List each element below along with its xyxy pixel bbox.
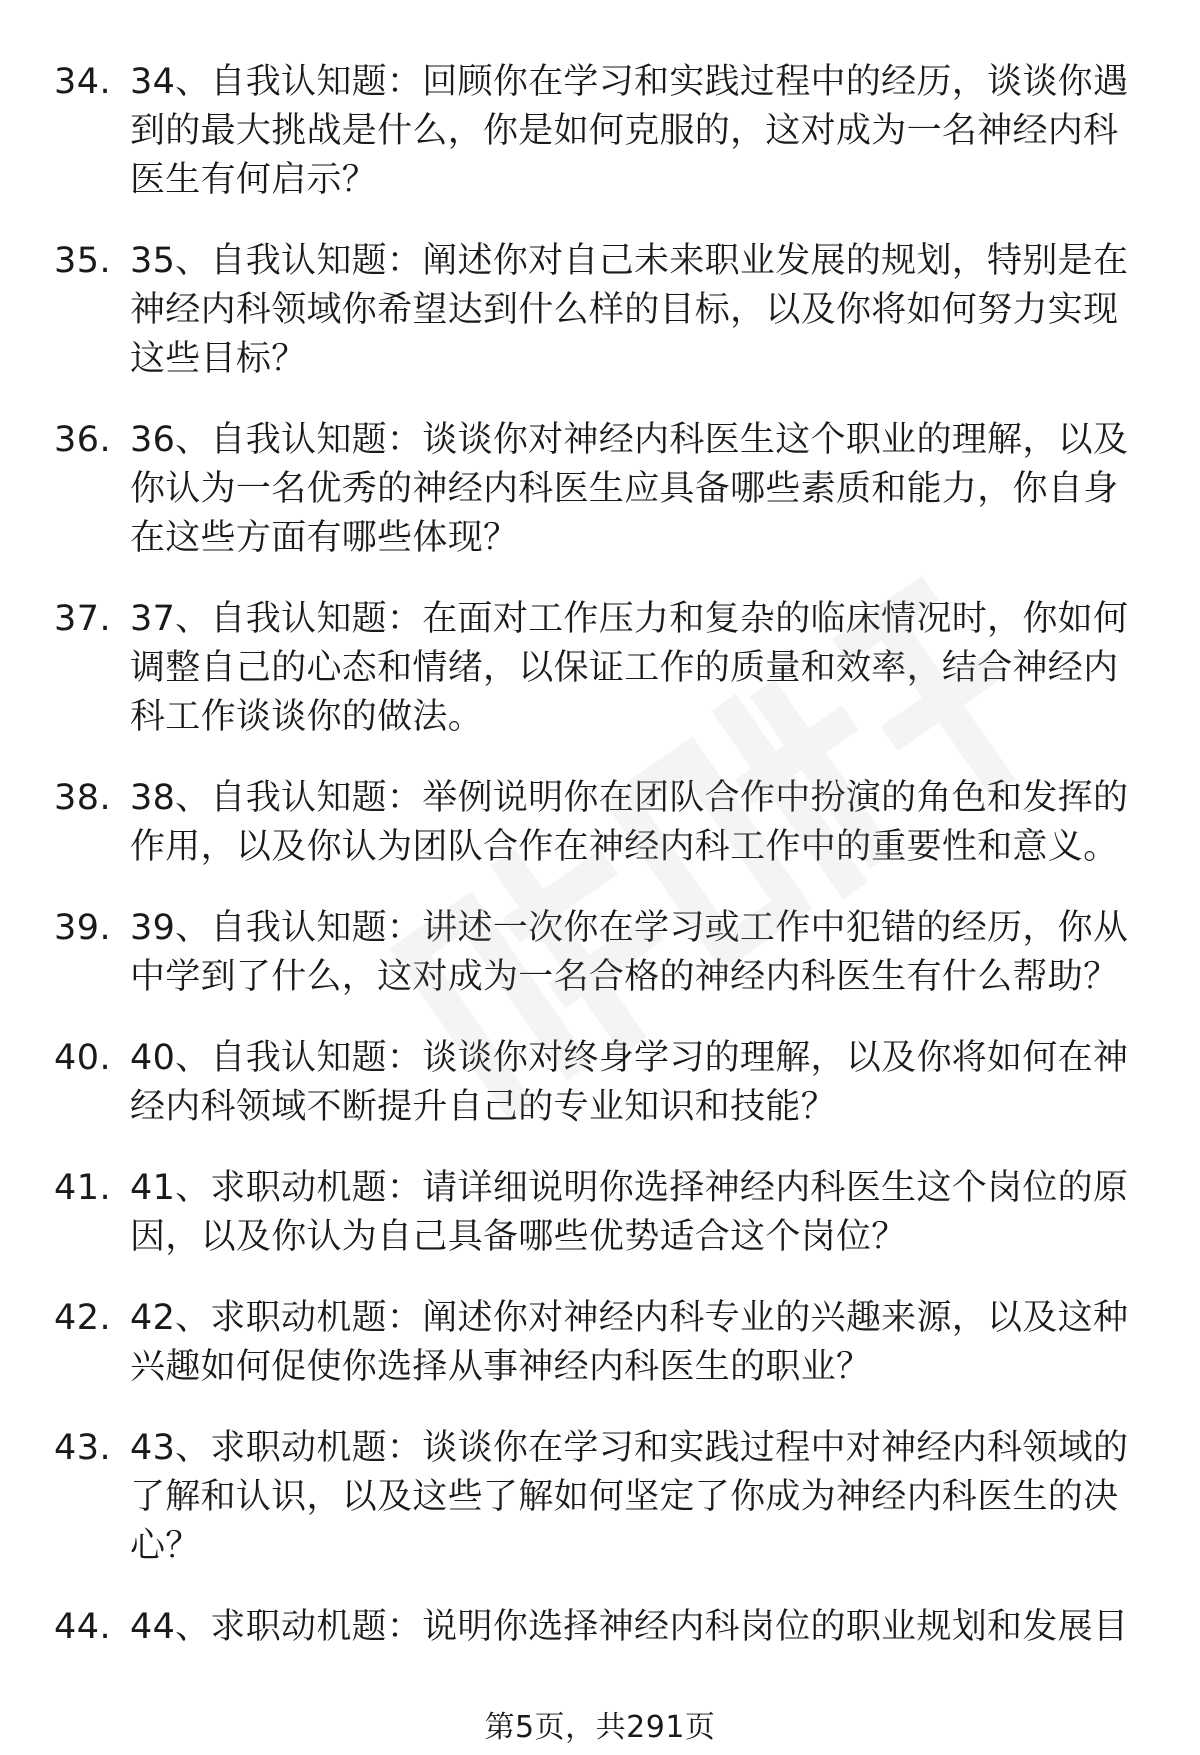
question-list [54, 58, 1142, 1652]
question-number: 38. [54, 778, 112, 818]
question-number: 41. [54, 1168, 112, 1208]
list-item [54, 774, 1142, 872]
question-text: 43、求职动机题：谈谈你在学习和实践过程中对神经内科领域的了解和认识，以及这些了解如何坚定了你成为神经内科医生的决心？ [130, 1428, 1129, 1566]
question-number: 43. [54, 1428, 112, 1468]
list-item [54, 595, 1142, 742]
list-item [54, 904, 1142, 1002]
list-item [54, 1424, 1142, 1571]
question-number: 34. [54, 62, 112, 102]
question-text: 42、求职动机题：阐述你对神经内科专业的兴趣来源，以及这种兴趣如何促使你选择从事神经内科医生的职业？ [130, 1298, 1129, 1387]
question-text: 40、自我认知题：谈谈你对终身学习的理解，以及你将如何在神经内科领域不断提升自己的专业知识和技能？ [130, 1038, 1129, 1127]
question-text: 34、自我认知题：回顾你在学习和实践过程中的经历，谈谈你遇到的最大挑战是什么，你是如何克服的，这对成为一名神经内科医生有何启示？ [130, 62, 1129, 200]
question-text: 41、求职动机题：请详细说明你选择神经内科医生这个岗位的原因，以及你认为自己具备哪些优势适合这个岗位？ [130, 1168, 1129, 1257]
question-text: 35、自我认知题：阐述你对自己未来职业发展的规划，特别是在神经内科领域你希望达到什么样的目标，以及你将如何努力实现这些目标？ [130, 241, 1129, 379]
question-number: 42. [54, 1298, 112, 1338]
question-number: 39. [54, 908, 112, 948]
question-text: 39、自我认知题：讲述一次你在学习或工作中犯错的经历，你从中学到了什么，这对成为一名合格的神经内科医生有什么帮助？ [130, 908, 1129, 997]
question-text: 36、自我认知题：谈谈你对神经内科医生这个职业的理解，以及你认为一名优秀的神经内科医生应具备哪些素质和能力，你自身在这些方面有哪些体现？ [130, 420, 1129, 558]
list-item [54, 1164, 1142, 1262]
question-text: 37、自我认知题：在面对工作压力和复杂的临床情况时，你如何调整自己的心态和情绪，以保证工作的质量和效率，结合神经内科工作谈谈你的做法。 [130, 599, 1129, 737]
question-number: 35. [54, 241, 112, 281]
question-number: 44. [54, 1607, 112, 1647]
question-text: 44、求职动机题：说明你选择神经内科岗位的职业规划和发展目 [130, 1607, 1129, 1647]
question-number: 36. [54, 420, 112, 460]
list-item [54, 58, 1142, 205]
list-item [54, 416, 1142, 563]
list-item [54, 237, 1142, 384]
question-number: 40. [54, 1038, 112, 1078]
list-item [54, 1034, 1142, 1132]
page-number-footer: 第5页，共291页 [484, 1710, 716, 1745]
question-number: 37. [54, 599, 112, 639]
question-text: 38、自我认知题：举例说明你在团队合作中扮演的角色和发挥的作用，以及你认为团队合作在神经内科工作中的重要性和意义。 [130, 778, 1129, 867]
list-item [54, 1603, 1142, 1652]
list-item [54, 1294, 1142, 1392]
